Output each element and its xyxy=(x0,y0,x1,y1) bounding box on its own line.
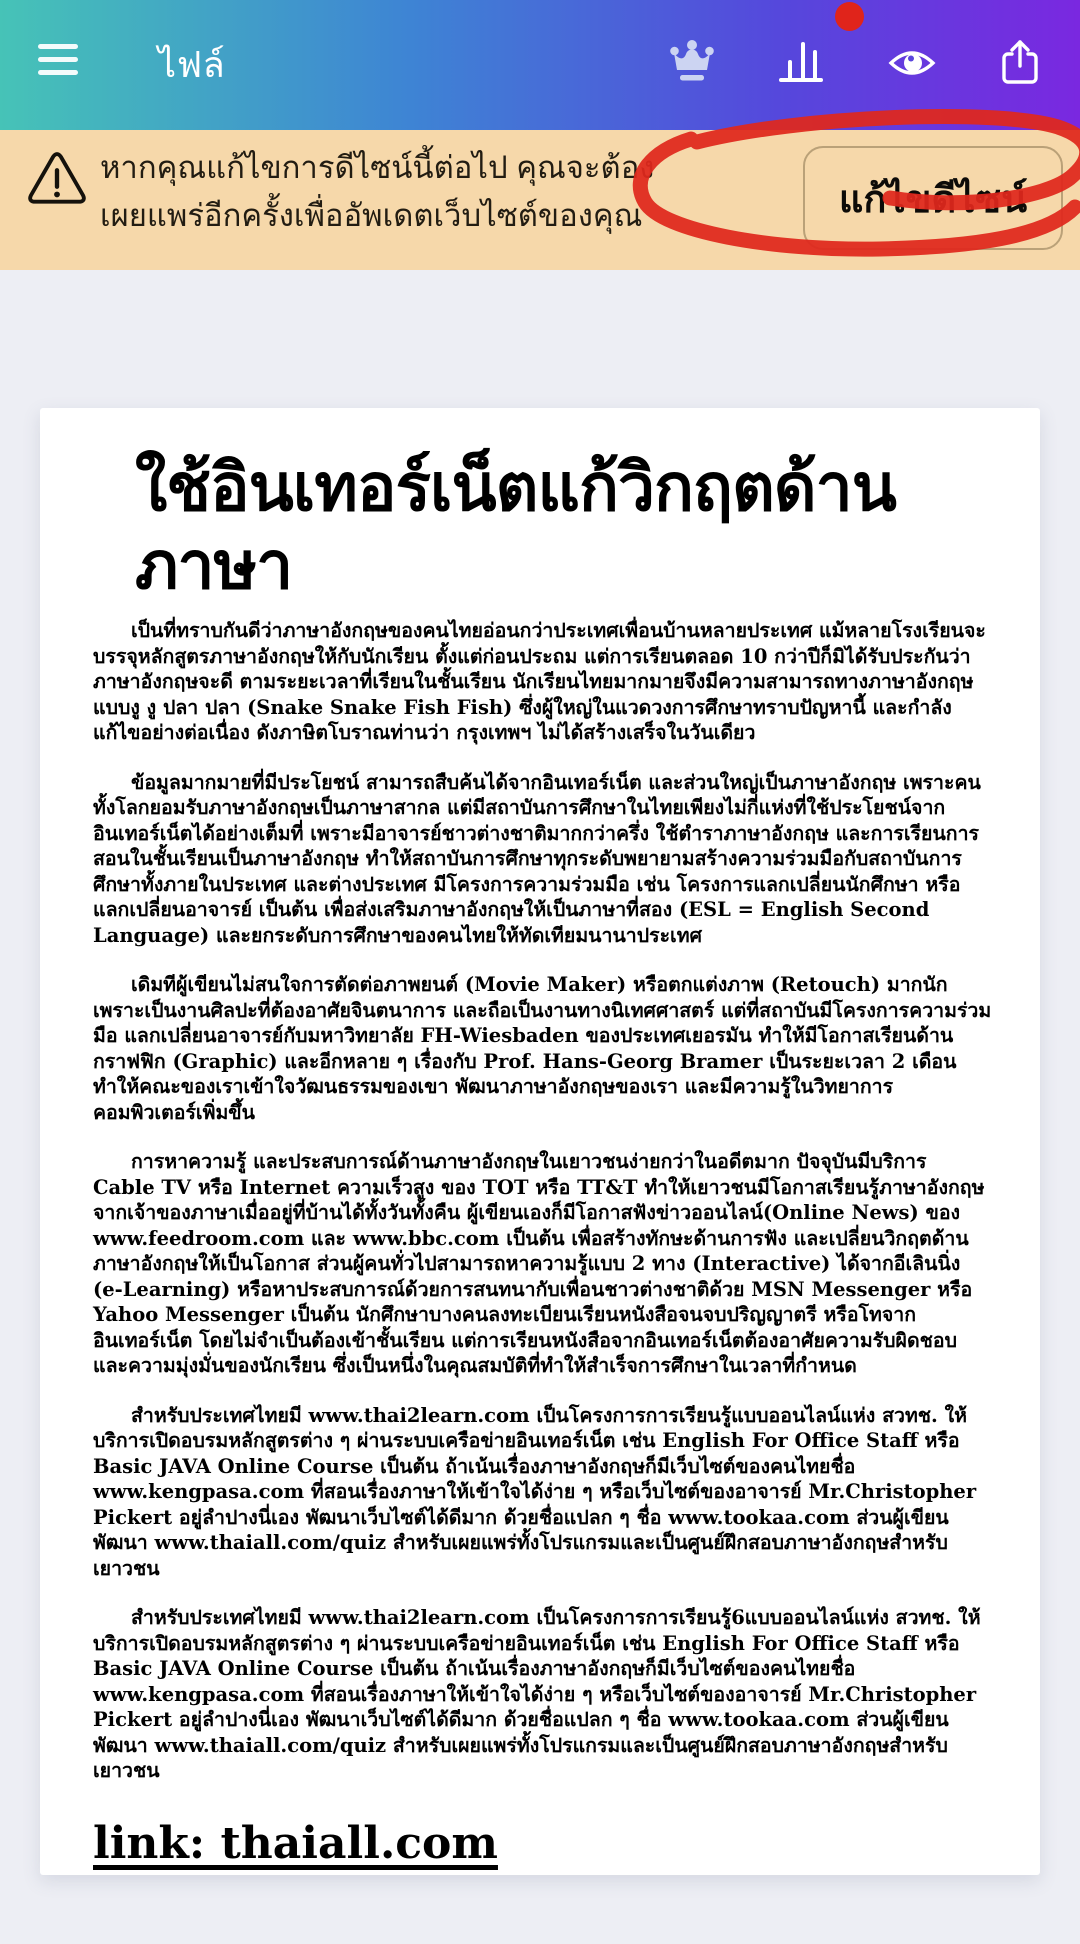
warning-triangle-icon xyxy=(26,150,88,208)
menu-icon[interactable] xyxy=(38,44,78,76)
paragraph: สำหรับประเทศไทยมี www.thai2learn.com เป็นโครงการการเรียนรู้แบบออนไลน์แห่ง สวทช. ให้บริการเปิดอบรมหลักสูตรต่าง ๆ ผ่านระบบเครือข่ายอินเทอร์เน็ต เช่น English For Office Staff หรือ Basic JAVA Online Course เป็นต้น ถ้าเน้นเรื่องภาษาอังกฤษก็มีเว็บไซต์ของคนไทยชื่อ www.kengpasa.com ที่สอนเรื่องภาษาให้เข้าใจได้ง่าย ๆ หรือเว็บไซต์ของอาจารย์ Mr.Christopher Pickert อยู่ลำปางนี่เอง พัฒนาเว็บไซต์ได้ดีมาก ด้วยชื่อแปลก ๆ ชื่อ www.tookaa.com ส่วนผู้เขียนพัฒนา www.thaiall.com/quiz สำหรับเผยแพร่ทั้งโปรแกรมและเป็นศูนย์ฝึกสอบภาษาอังกฤษสำหรับเยาวชน xyxy=(93,1403,977,1580)
paragraph: ข้อมูลมากมายที่มีประโยชน์ สามารถสืบค้นได้จากอินเทอร์เน็ต และส่วนใหญ่เป็นภาษาอังกฤษ เพราะคนทั้งโลกยอมรับภาษาอังกฤษเป็นภาษาสากล แต่มีสถาบันการศึกษาในไทยเพียงไม่กี่แห่งที่ใช้ประโยชน์จากอินเทอร์เน็ตได้อย่างเต็มที่ เพราะมีอาจารย์ชาวต่างชาติมากกว่าครึ่ง ใช้ตำราภาษาอังกฤษ และการเรียนการสอนในชั้นเรียนเป็นภาษาอังกฤษ ทำให้สถาบันการศึกษาทุกระดับพยายามสร้างความร่วมมือกับสถาบันการศึกษาทั้งภายในประเทศ และต่างประเทศ มีโครงการความร่วมมือ เช่น โครงการแลกเปลี่ยนนักศึกษา หรือแลกเปลี่ยนอาจารย์ เป็นต้น เพื่อส่งเสริมภาษาอังกฤษให้เป็นภาษาที่สอง (ESL = English Second Language) และยกระดับการศึกษาของคนไทยให้ทัดเทียมนานาประเทศ xyxy=(93,770,981,947)
thaiall-link[interactable]: link: thaiall.com xyxy=(93,1817,498,1869)
document-content xyxy=(40,408,1040,1869)
edit-design-button[interactable]: แก้ไขดีไซน์ xyxy=(803,146,1063,250)
design-page-card[interactable] xyxy=(40,408,1040,1875)
insights-chart-icon[interactable] xyxy=(777,38,825,88)
publish-warning-banner xyxy=(0,130,1080,270)
crown-icon[interactable] xyxy=(668,38,716,88)
preview-eye-icon[interactable] xyxy=(888,38,936,88)
paragraph: สำหรับประเทศไทยมี www.thai2learn.com เป็นโครงการการเรียนรู้6แบบออนไลน์แห่ง สวทช. ให้บริการเปิดอบรมหลักสูตรต่าง ๆ ผ่านระบบเครือข่ายอินเทอร์เน็ต เช่น English For Office Staff หรือ Basic JAVA Online Course เป็นต้น ถ้าเน้นเรื่องภาษาอังกฤษก็มีเว็บไซต์ของคนไทยชื่อ www.kengpasa.com ที่สอนเรื่องภาษาให้เข้าใจได้ง่าย ๆ หรือเว็บไซต์ของอาจารย์ Mr.Christopher Pickert อยู่ลำปางนี่เอง พัฒนาเว็บไซต์ได้ดีมาก ด้วยชื่อแปลก ๆ ชื่อ www.tookaa.com ส่วนผู้เขียนพัฒนา www.thaiall.com/quiz สำหรับเผยแพร่ทั้งโปรแกรมและเป็นศูนย์ฝึกสอบภาษาอังกฤษสำหรับเยาวชน xyxy=(93,1606,981,1782)
paragraph: การหาความรู้ และประสบการณ์ด้านภาษาอังกฤษในเยาวชนง่ายกว่าในอดีตมาก ปัจจุบันมีบริการ Cable TV หรือ Internet ความเร็วสูง ของ TOT หรือ TT&T ทำให้เยาวชนมีโอกาสเรียนรู้ภาษาอังกฤษจากเจ้าของภาษาเมื่ออยู่ที่บ้านได้ทั้งวันทั้งคืน ผู้เขียนเองก็มีโอกาสฟังข่าวออนไลน์(Online News) ของ www.feedroom.com และ www.bbc.com เป็นต้น เพื่อสร้างทักษะด้านการฟัง และเปลี่ยนวิกฤตด้านภาษาอังกฤษให้เป็นโอกาส ส่วนผู้คนทั่วไปสามารถหาความรู้แบบ 2 ทาง (Interactive) ได้จากอีเลินนิ่ง (e-Learning) หรือหาประสบการณ์ด้วยการสนทนากับเพื่อนชาวต่างชาติด้วย MSN Messenger หรือ Yahoo Messenger เป็นต้น นักศึกษาบางคนลงทะเบียนเรียนหนังสือจนจบปริญญาตรี หรือโทจากอินเทอร์เน็ต โดยไม่จำเป็นต้องเข้าชั้นเรียน แต่การเรียนหนังสือจากอินเทอร์เน็ตต้องอาศัยความรับผิดชอบ และความมุ่งมั่นของนักเรียน ซึ่งเป็นหนึ่งในคุณสมบัติที่ทำให้สำเร็จการศึกษาในเวลาที่กำหนด xyxy=(93,1150,985,1377)
paragraph: เป็นที่ทราบกันดีว่าภาษาอังกฤษของคนไทยอ่อนกว่าประเทศเพื่อนบ้านหลายประเทศ แม้หลายโรงเรียนจะบรรจุหลักสูตรภาษาอังกฤษให้กับนักเรียน ตั้งแต่ก่อนประถม แต่การเรียนตลอด 10 กว่าปีก็มิได้รับประกันว่าภาษาอังกฤษจะดี ตามระยะเวลาที่เรียนในชั้นเรียน นักเรียนไทยมากมายจึงมีความสามารถทางภาษาอังกฤษแบบงู งู ปลา ปลา (Snake Snake Fish Fish) ซึ่งผู้ใหญ่ในแวดวงการศึกษาทราบปัญหานี้ และกำลังแก้ไขอย่างต่อเนื่อง ดังภาษิตโบราณท่านว่า กรุงเทพฯ ไม่ได้สร้างเสร็จในวันเดียว xyxy=(93,619,986,744)
file-menu-label[interactable]: ไฟล์ xyxy=(158,44,226,85)
paragraph: เดิมทีผู้เขียนไม่สนใจการตัดต่อภาพยนต์ (Movie Maker) หรือตกแต่งภาพ (Retouch) มากนัก เพราะเป็นงานศิลปะที่ต้องอาศัยจินตนาการ และถือเป็นงานทางนิเทศศาสตร์ แต่ที่สถาบันมีโครงการความร่วมมือ แลกเปลี่ยนอาจารย์กับมหาวิทยาลัย FH-Wiesbaden ของประเทศเยอรมัน ทำให้มีโอกาสเรียนด้านกราฟฟิก (Graphic) และอีกหลาย ๆ เรื่องกับ Prof. Hans-Georg Bramer เป็นระยะเวลา 2 เดือน ทำให้คณะของเราเข้าใจวัฒนธรรมของเขา พัฒนาภาษาอังกฤษของเรา และมีความรู้ในวิทยาการคอมพิวเตอร์เพิ่มขึ้น xyxy=(93,973,992,1124)
banner-message: หากคุณแก้ไขการดีไซน์นี้ต่อไป คุณจะต้องเผยแพร่อีกครั้งเพื่ออัพเดตเว็บไซต์ของคุณ xyxy=(100,150,655,233)
share-upload-icon[interactable] xyxy=(996,38,1044,88)
app-bar xyxy=(0,0,1080,130)
screen-recording-indicator-dot xyxy=(835,2,864,31)
document-title: ใช้อินเทอร์เน็ตแก้วิกฤตด้านภาษา xyxy=(135,448,896,604)
